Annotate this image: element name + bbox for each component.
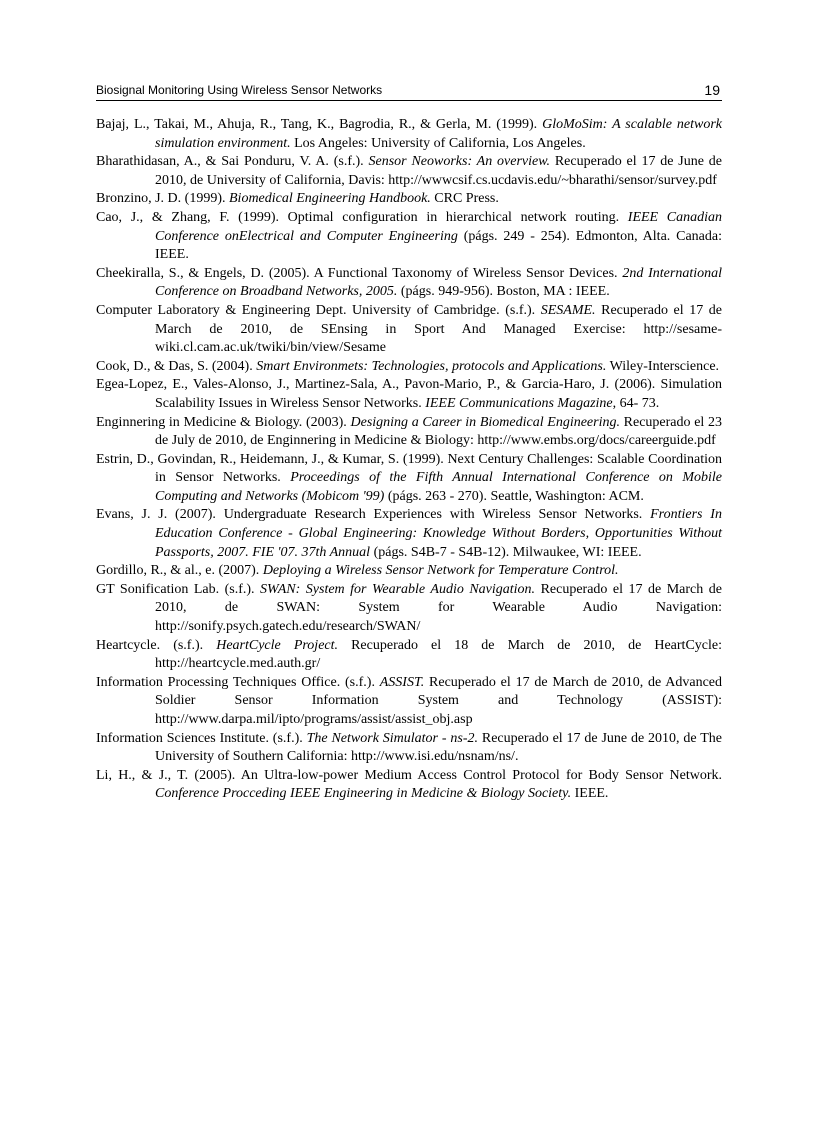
- reference-entry: Computer Laboratory & Engineering Dept. University of Cambridge. (s.f.). SESAME. Recuperado el 17 de March de 2010, de SEnsing in Sport And Managed Exercise: http://sesame-wiki.cl.cam.ac.uk/twiki/bin/view/Sesame: [96, 302, 722, 356]
- reference-entry: Cook, D., & Das, S. (2004). Smart Environmets: Technologies, protocols and Applications. Wiley-Interscience.: [96, 358, 720, 374]
- reference-entry: Gordillo, R., & al., e. (2007). Deploying a Wireless Sensor Network for Temperature Control.: [96, 563, 619, 579]
- reference-entry: Cheekiralla, S., & Engels, D. (2005). A Functional Taxonomy of Wireless Sensor Devices. 2nd International Conference on Broadband Networks, 2005. (págs. 949-956). Boston, MA : IEEE.: [96, 265, 722, 300]
- reference-entry: Egea-Lopez, E., Vales-Alonso, J., Martinez-Sala, A., Pavon-Mario, P., & Garcia-Haro, J. (2006). Simulation Scalability Issues in Wireless Sensor Networks. IEEE Communications Magazine, 64- 73.: [96, 377, 722, 411]
- reference-entry: Information Processing Techniques Office. (s.f.). ASSIST. Recuperado el 17 de March de 2010, de Advanced Soldier Sensor Information System and Technology (ASSIST): http://www.darpa.mil/ipto/programs/assist/assist_obj.asp: [96, 674, 722, 727]
- running-title: Biosignal Monitoring Using Wireless Sensor Networks: [96, 83, 383, 97]
- reference-entry: Bronzino, J. D. (1999). Biomedical Engineering Handbook. CRC Press.: [96, 191, 499, 207]
- reference-entry: Heartcycle. (s.f.). HeartCycle Project. Recuperado el 18 de March de 2010, de HeartCycle: http://heartcycle.med.auth.gr/: [96, 637, 722, 672]
- running-header: [96, 80, 722, 101]
- reference-entry: Evans, J. J. (2007). Undergraduate Research Experiences with Wireless Sensor Networks. Frontiers In Education Conference - Global Engineering: Knowledge Without Borders, Opportunities Without Passports, 2007. FIE '07. 37th Annual (págs. S4B-7 - S4B-12). Milwaukee, WI: IEEE.: [96, 507, 722, 560]
- reference-entry: Bharathidasan, A., & Sai Ponduru, V. A. (s.f.). Sensor Neoworks: An overview. Recuperado el 17 de June de 2010, de University of California, Davis: http://wwwcsif.cs.ucdavis.edu/~bharathi/sensor/survey.pdf: [96, 154, 722, 188]
- reference-list: [96, 116, 722, 804]
- reference-entry: Information Sciences Institute. (s.f.). The Network Simulator - ns-2. Recuperado el 17 de June de 2010, de The University of Southern California: http://www.isi.edu/nsnam/ns/.: [96, 730, 723, 765]
- reference-entry: Enginnering in Medicine & Biology. (2003). Designing a Career in Biomedical Engineering. Recuperado el 23 de July de 2010, de Enginnering in Medicine & Biology: http://www.embs.org/docs/careerguide.pdf: [96, 414, 722, 449]
- reference-entry: Bajaj, L., Takai, M., Ahuja, R., Tang, K., Bagrodia, R., & Gerla, M. (1999). GloMoSim: A scalable network simulation environment. Los Angeles: University of California, Los Angeles.: [96, 117, 723, 151]
- reference-entry: GT Sonification Lab. (s.f.). SWAN: System for Wearable Audio Navigation. Recuperado el 17 de March de 2010, de SWAN: System for Wearable Audio Navigation: http://sonify.psych.gatech.edu/research/SWAN/: [96, 581, 722, 635]
- page-number: 19: [704, 82, 720, 98]
- reference-entry: Estrin, D., Govindan, R., Heidemann, J., & Kumar, S. (1999). Next Century Challenges: Scalable Coordination in Sensor Networks. Proceedings of the Fifth Annual International Conference on Mobile Computing and Networks (Mobicom '99) (págs. 263 - 270). Seattle, Washington: ACM.: [96, 451, 722, 504]
- reference-entry: Cao, J., & Zhang, F. (1999). Optimal configuration in hierarchical network routing. IEEE Canadian Conference onElectrical and Computer Engineering (págs. 249 - 254). Edmonton, Alta. Canada: IEEE.: [96, 209, 722, 263]
- reference-entry: Li, H., & J., T. (2005). An Ultra-low-power Medium Access Control Protocol for Body Sensor Network. Conference Procceding IEEE Engineering in Medicine & Biology Society. IEEE.: [96, 767, 722, 802]
